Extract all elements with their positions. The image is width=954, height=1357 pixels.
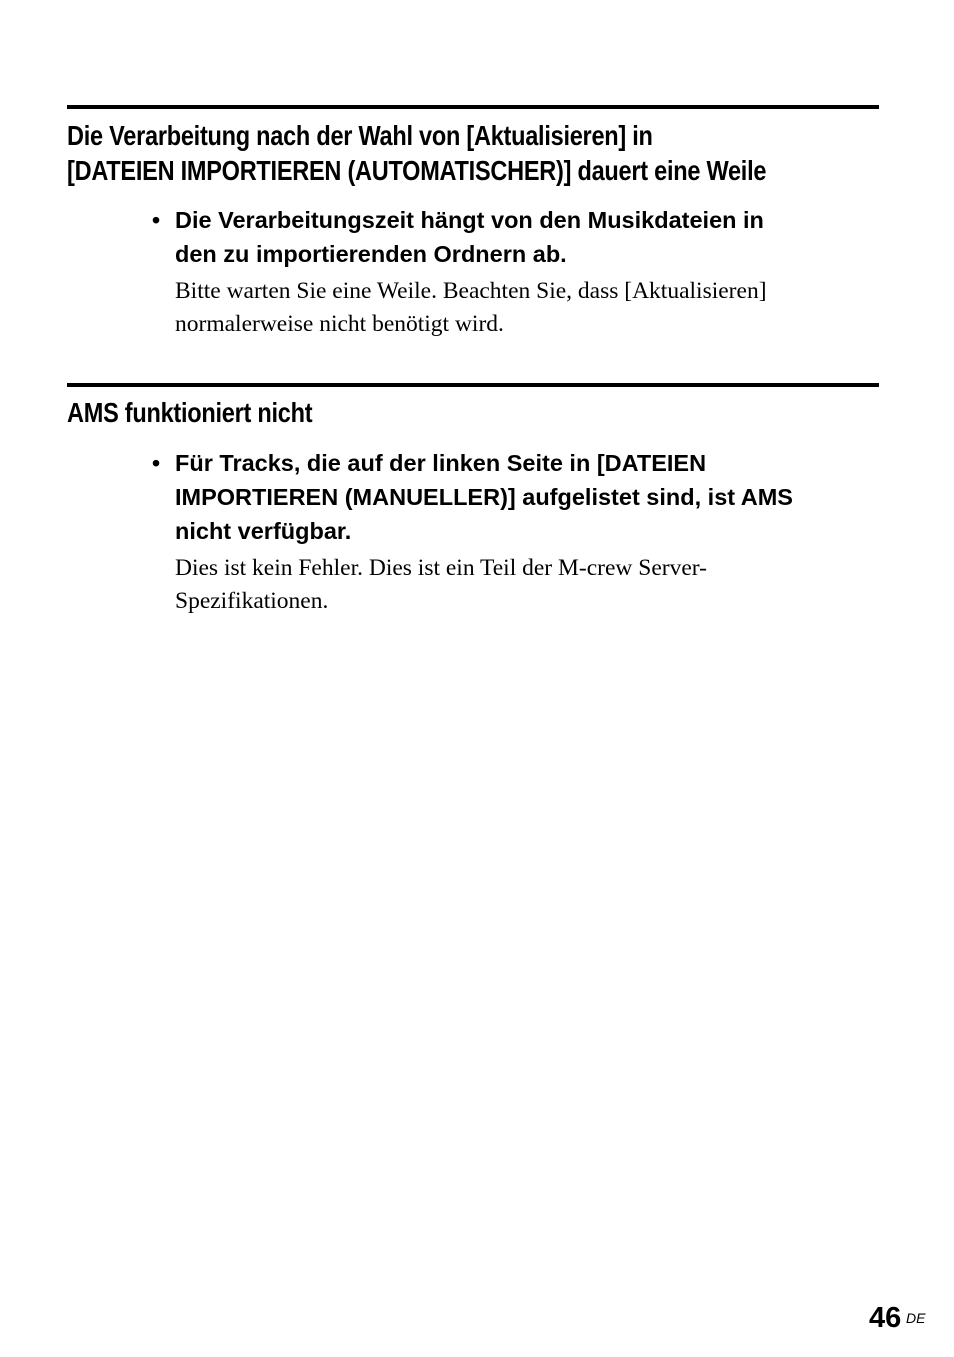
section-heading	[67, 118, 767, 188]
item-body-line: normalerweise nicht benötigt wird.	[175, 311, 504, 337]
item-body	[175, 275, 872, 341]
page-language-code: DE	[906, 1310, 926, 1326]
section-divider	[67, 383, 879, 387]
section-processing-delay	[67, 105, 879, 188]
heading-line: [DATEIEN IMPORTIEREN (AUTOMATISCHER)] dauert eine Weile	[67, 155, 767, 186]
item-body	[175, 552, 872, 618]
item-title-row	[152, 446, 872, 548]
item-title	[175, 446, 872, 548]
troubleshooting-item	[152, 446, 872, 618]
bullet-icon: •	[152, 450, 161, 476]
item-title-row	[152, 203, 872, 271]
item-body-line: Spezifikationen.	[175, 588, 329, 614]
item-body-line: Bitte warten Sie eine Weile. Beachten Sie, dass [Aktualisieren]	[175, 278, 767, 304]
troubleshooting-item	[152, 203, 872, 341]
heading-line: AMS funktioniert nicht	[67, 397, 313, 428]
item-title-line: Für Tracks, die auf der linken Seite in [DATEIEN	[175, 450, 707, 476]
item-title	[175, 203, 872, 271]
item-body-line: Dies ist kein Fehler. Dies ist ein Teil der M-crew Server-	[175, 555, 707, 581]
section-heading	[67, 395, 749, 430]
bullet-icon: •	[152, 207, 161, 233]
page-number: 46	[869, 1302, 902, 1334]
heading-line: Die Verarbeitung nach der Wahl von [Aktualisieren] in	[67, 120, 653, 151]
item-title-line: nicht verfügbar.	[175, 518, 352, 544]
section-divider	[67, 105, 879, 109]
section-ams-not-working	[67, 383, 879, 430]
item-title-line: Die Verarbeitungszeit hängt von den Musikdateien in	[175, 207, 764, 233]
item-title-line: IMPORTIEREN (MANUELLER)] aufgelistet sind, ist AMS	[175, 484, 793, 510]
item-title-line: den zu importierenden Ordnern ab.	[175, 241, 567, 267]
